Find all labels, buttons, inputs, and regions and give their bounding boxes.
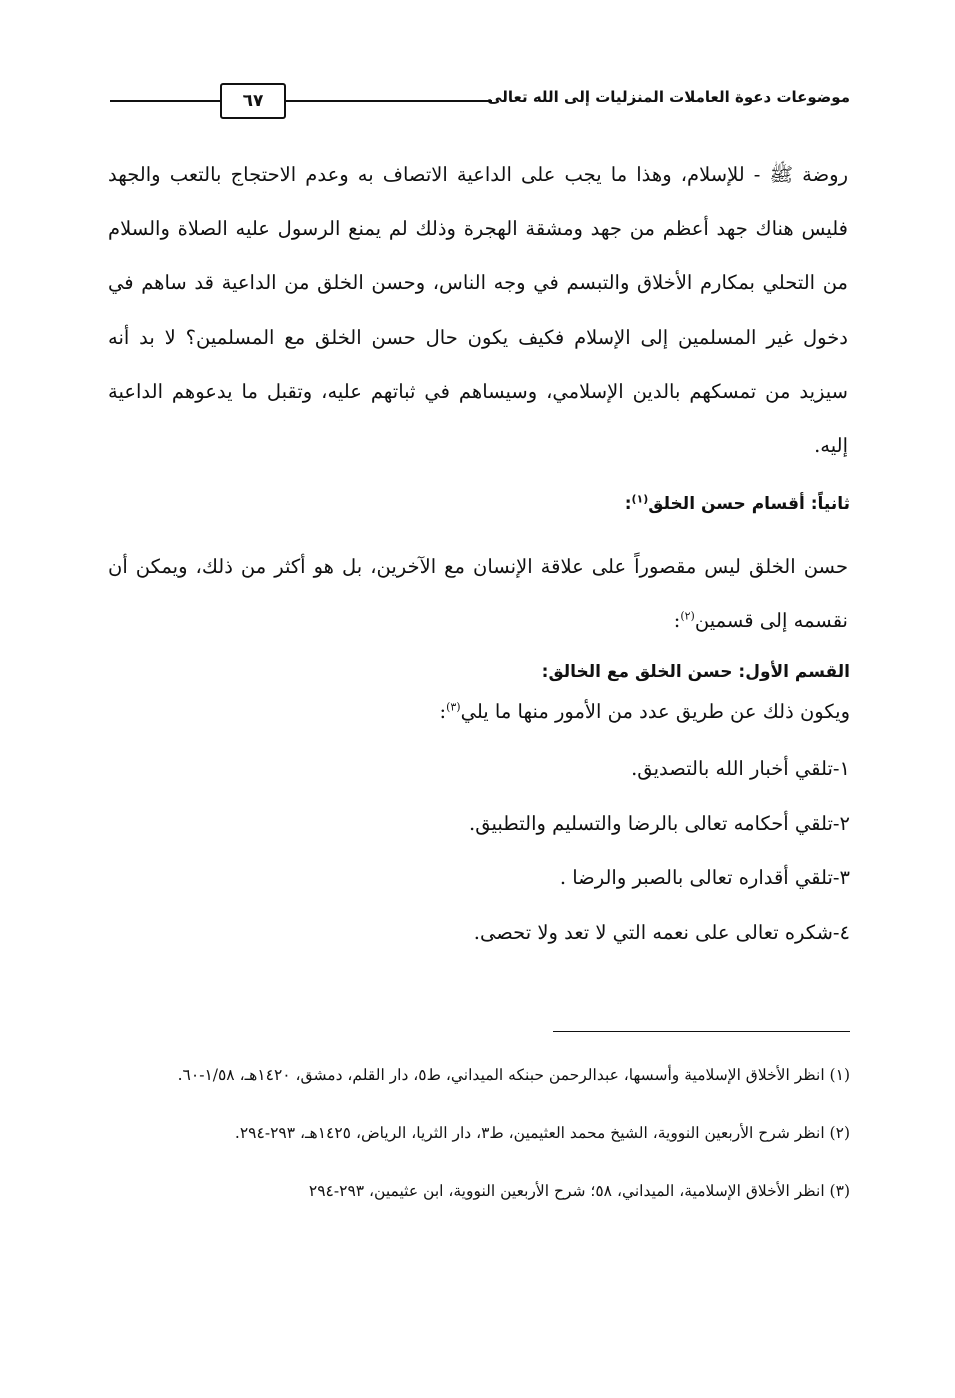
paragraph: روضة ﷺ - للإسلام، وهذا ما يجب على الداعية الاتصاف به وعدم الاحتجاج بالتعب والجهد فليس هناك جهد أعظم من جهد ومشقة الهجرة وذلك لم يمنع الرسول عليه الصلاة والسلام من التحلي بمكارم الأخلاق والتبسم في وجه الناس، وحسن الخلق من الداعية قد ساهم في دخول غير المسلمين إلى الإسلام فكيف يكون حال حسن الخلق مع المسلمين؟ لا بد أنه سيزيد من تمسكهم بالدين الإسلامي، وسيساهم في ثباتهم عليه، وتقبل ما يدعوهم الداعية إليه. (108, 163, 848, 458)
paragraph (108, 540, 848, 648)
subsection-heading: القسم الأول: حسن الخلق مع الخالق: (541, 662, 850, 682)
list-item: ١-تلقي أخبار الله بالتصديق. (631, 757, 850, 780)
heading-text: ثانياً: أقسام حسن الخلق (648, 494, 850, 514)
footnote: (٣) انظر الأخلاق الإسلامية، الميداني، ٥٨؛ شرح الأربعين النووية، ابن عثيمين، ٢٩٣-٢٩٤ (308, 1182, 850, 1200)
footnotes (108, 1050, 850, 1224)
footnote-ref: (١) (631, 492, 649, 506)
footnote: (١) انظر الأخلاق الإسلامية وأسسها، عبدالرحمن حبنكه الميداني، ط٥، دار القلم، دمشق، ١٤٢٠هـ، ١/٥٨-٦٠. (177, 1066, 850, 1084)
intro-colon: : (439, 700, 447, 723)
heading-colon: : (624, 494, 632, 514)
footnote-ref: (٢) (680, 609, 695, 623)
page-header (105, 78, 850, 122)
footnote: (٢) انظر شرح الأربعين النووية، الشيخ محمد العثيمين، ط٣، دار الثريا، الرياض، ١٤٢٥هـ، ٢٩٣-٢٩٤. (234, 1124, 850, 1142)
intro-line (440, 700, 851, 723)
header-rule (110, 100, 220, 102)
section-heading (625, 494, 850, 514)
page-number: ٦٧ (220, 83, 286, 119)
list-item: ٢-تلقي أحكامه تعالى بالرضا والتسليم والتطبيق. (469, 812, 850, 835)
footnote-ref: (٣) (446, 700, 461, 714)
paragraph-colon: : (673, 609, 681, 632)
running-title: موضوعات دعوة العاملات المنزليات إلى الله تعالى (487, 88, 850, 106)
intro-text: ويكون ذلك عن طريق عدد من الأمور منها ما يلي (460, 700, 850, 723)
paragraph-text: حسن الخلق ليس مقصوراً على علاقة الإنسان مع الآخرين، بل هو أكثر من ذلك، ويمكن أن نقسمه إلى قسمين (108, 555, 848, 632)
list-item: ٣-تلقي أقداره تعالى بالصبر والرضا . (559, 866, 850, 889)
main-text (108, 148, 848, 473)
header-rule (283, 100, 492, 102)
list-item: ٤-شكره تعالى على نعمه التي لا تعد ولا تحصى. (473, 921, 850, 944)
footnote-separator (553, 1031, 850, 1032)
